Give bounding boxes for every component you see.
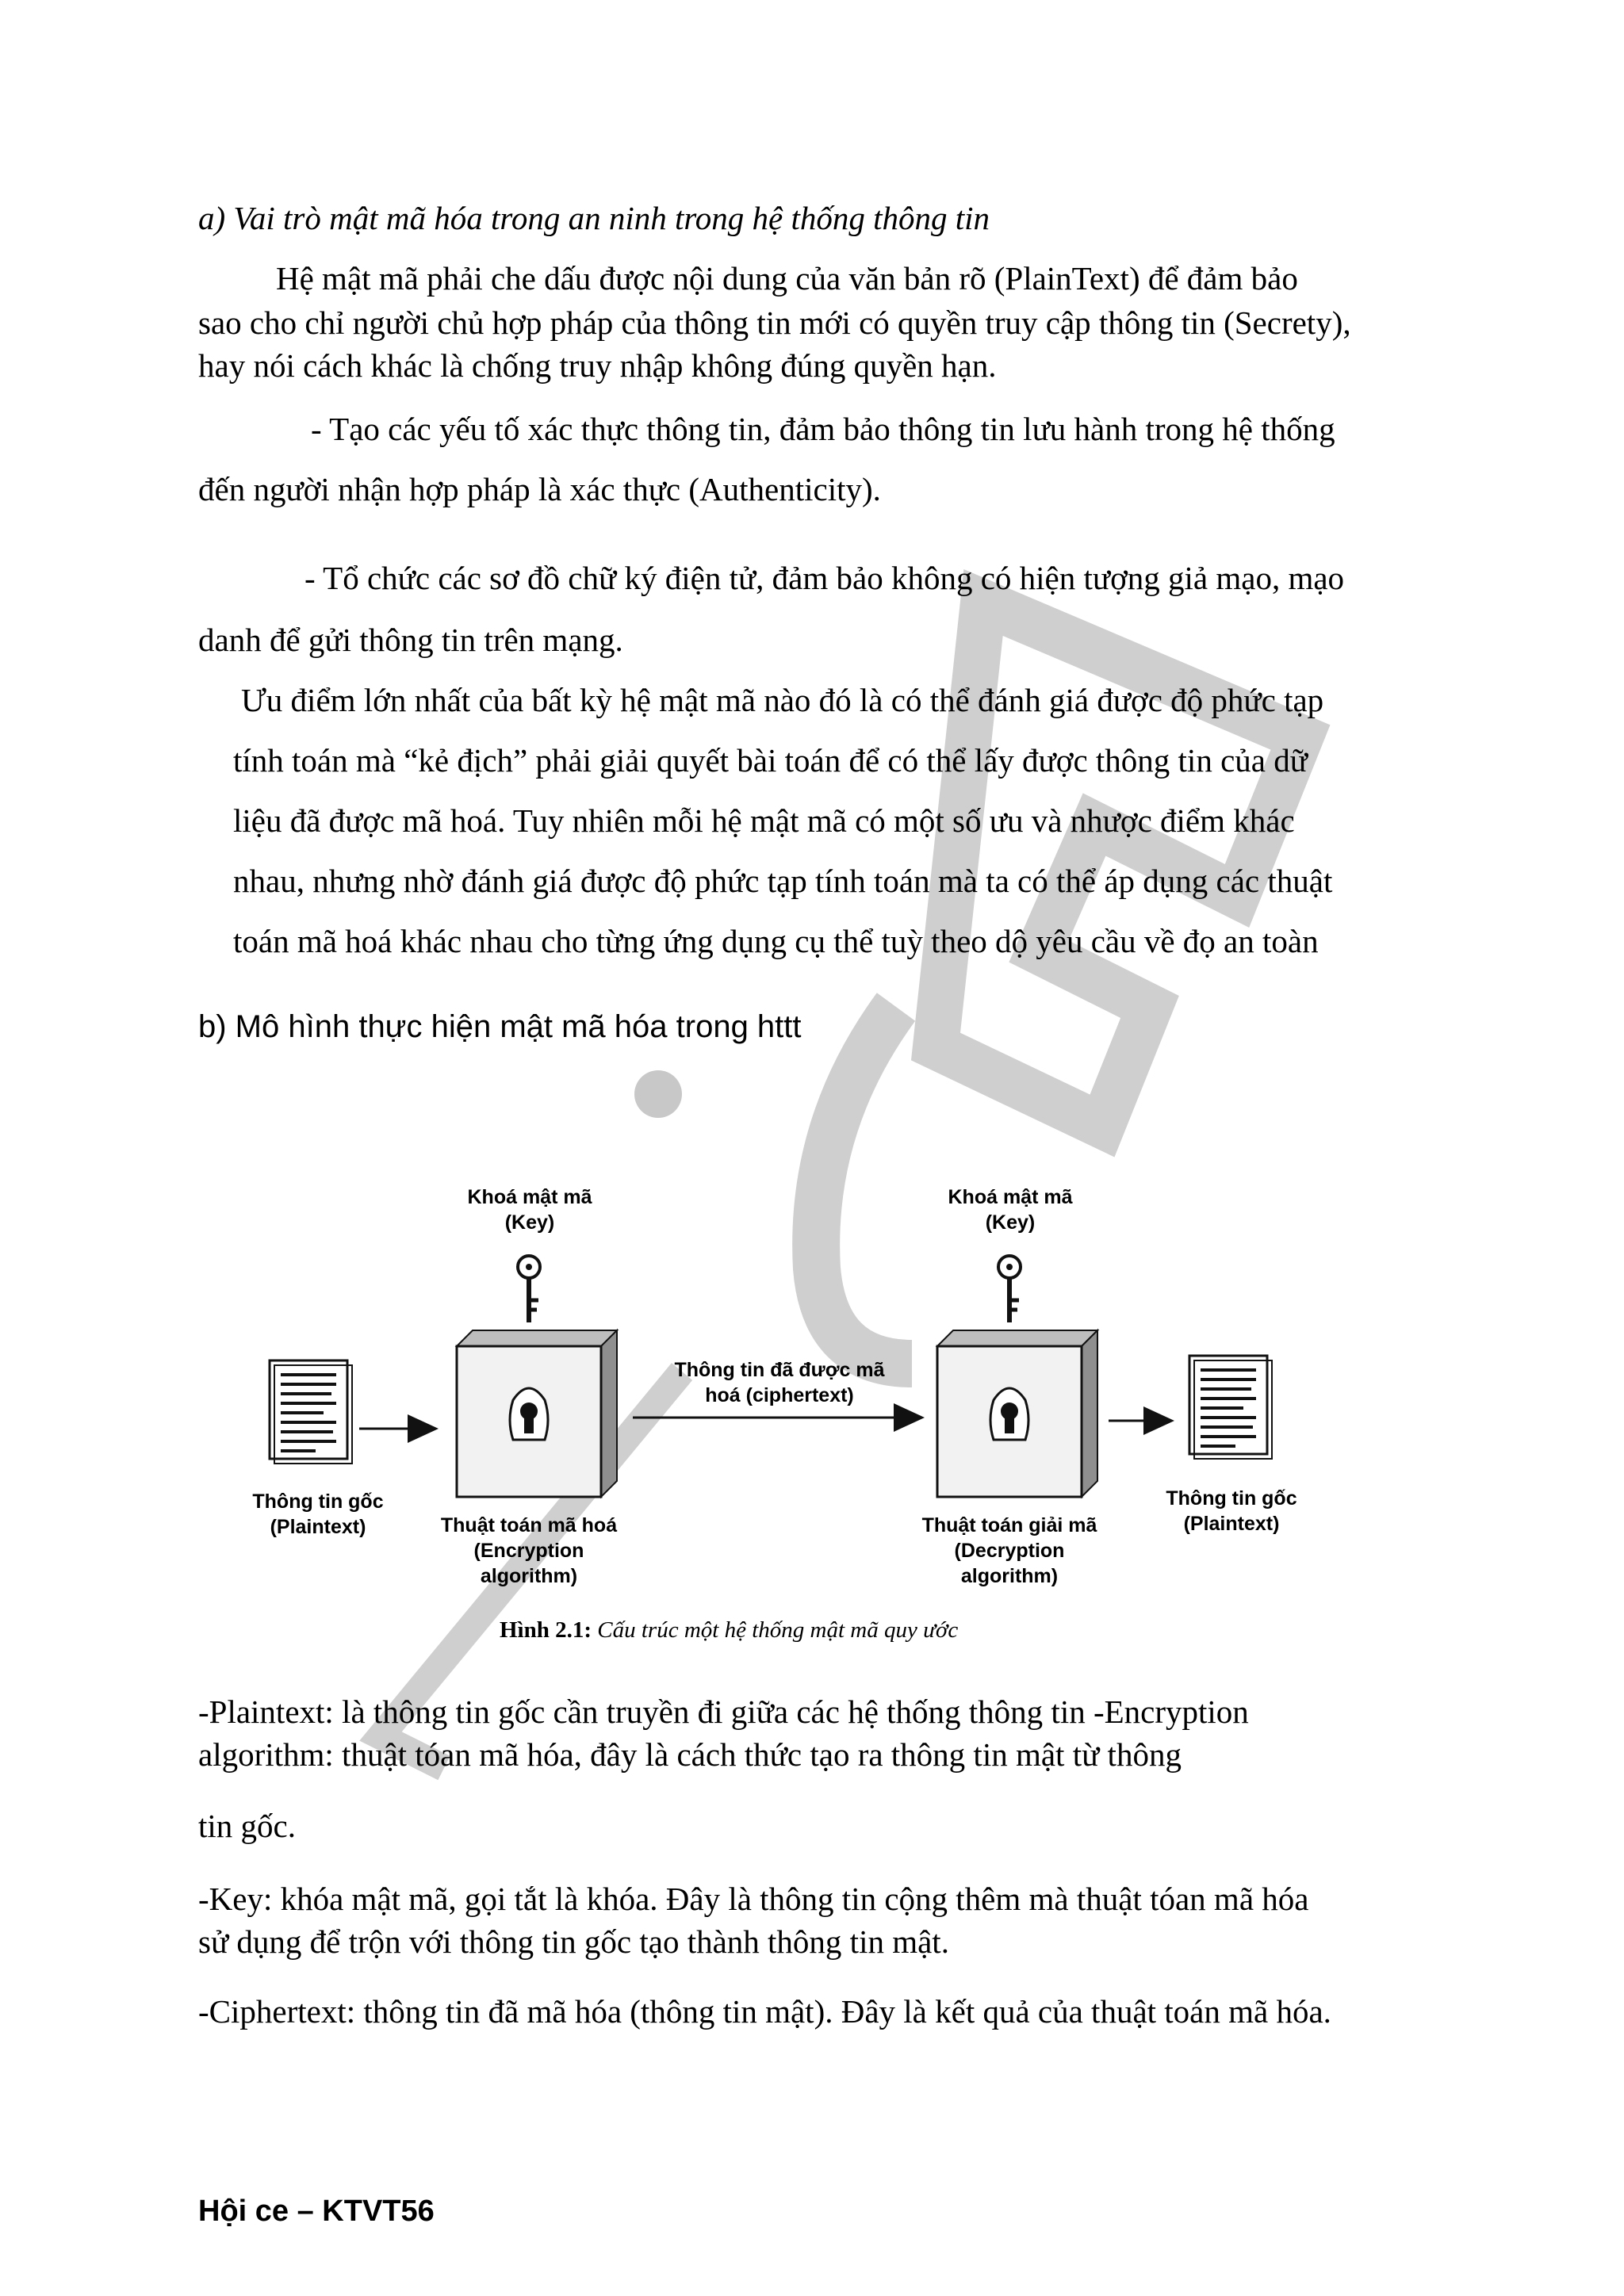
plaintext-label-left <box>251 1489 385 1540</box>
plaintext-label-left-line: Thông tin gốc <box>252 1490 384 1513</box>
page-footer: Hội ce – KTVT56 <box>198 2195 435 2228</box>
paragraph-4-line: tính toán mà “kẻ địch” phải giải quyết bài toán để có thể lấy được thông tin của dữ <box>233 742 1308 779</box>
definition-plaintext-line: tin gốc. <box>198 1808 296 1844</box>
encryption-label-line: algorithm) <box>480 1565 578 1587</box>
definition-key-line: sử dụng để trộn với thông tin gốc tạo thành thông tin mật. <box>198 1923 949 1960</box>
paragraph-4-line: Ưu điểm lớn nhất của bất kỳ hệ mật mã nào đó là có thể đánh giá được độ phức tạp <box>241 682 1324 718</box>
encryption-label <box>438 1513 620 1589</box>
paragraph-4-line: nhau, nhưng nhờ đánh giá được độ phức tạp tính toán mà ta có thể áp dụng các thuật <box>233 863 1333 899</box>
plaintext-label-left-line: (Plaintext) <box>270 1516 366 1538</box>
encryption-label-line: (Encryption <box>473 1540 584 1562</box>
paragraph-1-line: hay nói cách khác là chống truy nhập không đúng quyền hạn. <box>198 347 997 384</box>
plaintext-label-right-line: (Plaintext) <box>1183 1513 1280 1535</box>
definition-plaintext-line: algorithm: thuật tóan mã hóa, đây là cách thức tạo ra thông tin mật từ thông <box>198 1736 1182 1773</box>
definition-plaintext-line: -Plaintext: là thông tin gốc cần truyền đi giữa các hệ thống thông tin -Encryption <box>198 1693 1249 1730</box>
paragraph-2-line: đến người nhận hợp pháp là xác thực (Authenticity). <box>198 471 881 507</box>
decryption-label-line: (Decryption <box>954 1540 1065 1562</box>
encryption-label-line: Thuật toán mã hoá <box>440 1514 618 1536</box>
section-a-heading: a) Vai trò mật mã hóa trong an ninh trong hệ thống thông tin <box>198 200 990 236</box>
paragraph-4-line: liệu đã được mã hoá. Tuy nhiên mỗi hệ mật mã có một số ưu và nhược điểm khác <box>233 802 1295 839</box>
key-label-left-line: Khoá mật mã <box>467 1186 592 1208</box>
key-icon-left <box>518 1256 540 1322</box>
figure-caption-number: Hình 2.1: <box>500 1617 592 1643</box>
encryption-box-icon <box>457 1330 617 1497</box>
decryption-label <box>918 1513 1101 1589</box>
key-icon-right <box>998 1256 1021 1322</box>
key-label-right-line: (Key) <box>985 1211 1036 1234</box>
ciphertext-label-line: Thông tin đã được mã <box>674 1359 885 1381</box>
definition-ciphertext-line: -Ciphertext: thông tin đã mã hóa (thông tin mật). Đây là kết quả của thuật toán mã hóa. <box>198 1993 1331 2030</box>
encryption-diagram <box>252 1181 1297 1609</box>
plaintext-label-right <box>1164 1486 1299 1536</box>
ciphertext-label <box>649 1357 910 1408</box>
section-b-heading: b) Mô hình thực hiện mật mã hóa trong httt <box>198 1009 802 1044</box>
ciphertext-label-line: hoá (ciphertext) <box>705 1384 854 1406</box>
figure-caption-text: Cấu trúc một hệ thống mật mã quy ước <box>597 1617 959 1643</box>
plaintext-document-icon-left <box>270 1360 352 1464</box>
key-label-right-line: Khoá mật mã <box>948 1186 1073 1208</box>
paragraph-1-line: Hệ mật mã phải che dấu được nội dung của văn bản rõ (PlainText) để đảm bảo <box>276 260 1298 297</box>
decryption-box-icon <box>937 1330 1097 1497</box>
figure-caption <box>500 1617 958 1644</box>
decryption-label-line: algorithm) <box>960 1565 1059 1587</box>
plaintext-document-icon-right <box>1189 1356 1272 1459</box>
decryption-label-line: Thuật toán giải mã <box>921 1514 1097 1536</box>
key-label-left-line: (Key) <box>504 1211 555 1234</box>
key-label-left <box>458 1184 601 1235</box>
paragraph-3-line: - Tổ chức các sơ đồ chữ ký điện tử, đảm bảo không có hiện tượng giả mạo, mạo <box>304 560 1345 596</box>
plaintext-label-right-line: Thông tin gốc <box>1166 1487 1297 1510</box>
key-label-right <box>939 1184 1082 1235</box>
definition-key-line: -Key: khóa mật mã, gọi tắt là khóa. Đây là thông tin cộng thêm mà thuật tóan mã hóa <box>198 1881 1309 1917</box>
paragraph-1-line: sao cho chỉ người chủ hợp pháp của thông tin mới có quyền truy cập thông tin (Secrety), <box>198 304 1351 341</box>
paragraph-3-line: danh để gửi thông tin trên mạng. <box>198 622 623 658</box>
paragraph-2-line: - Tạo các yếu tố xác thực thông tin, đảm bảo thông tin lưu hành trong hệ thống <box>311 411 1335 447</box>
paragraph-4-line: toán mã hoá khác nhau cho từng ứng dụng cụ thể tuỳ theo dộ yêu cầu về đọ an toàn <box>233 923 1319 959</box>
